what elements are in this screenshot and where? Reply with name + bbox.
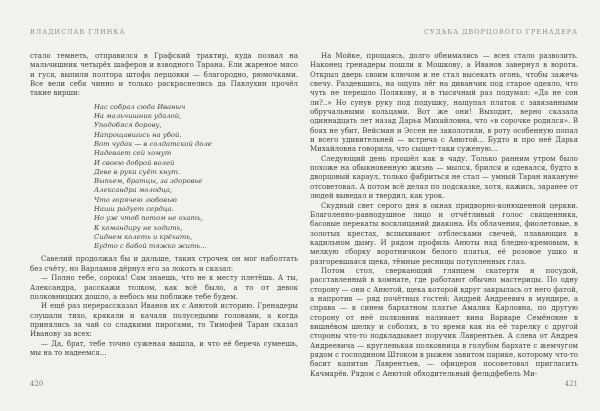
verse-line: Вот чудак — в солдатской доле [94, 139, 212, 148]
verse-line: Сиднем колеть и крёхать, [94, 232, 193, 241]
paragraph: На Мойке, прощаясь, долго обнимались — всех стало развозить. Наконец гренадеры пошли к Мошкову, а Иванов завернул в ворота. Открыл дверь своим ключом и не стал высекать огонь, чтобы зажечь свечу. Раздевшись, на ощупь лёг на диванчик под старое одеяло, что чуть не перешло Полякову, и в тысячный раз подумал: «Да не сон ли?..» Но сунув руку под подушку, нащупал платок с завязанными обручальными кольцами. Вот же они! Выходит, верно сказала одиннадцать лет назад Дарья Михайловна, что «в сорочке родился». В боях не убит, Вейсман и Эссен не заколотили, в роту особенную попал и всего удивительней — встреча с Анютой... Будто и про неё Дарья Михайловна говорила, что сыщет-таки суженую... [310, 52, 578, 154]
verse-line: Деве в руки суёт кнут. [94, 167, 181, 176]
paragraph: Скудный свет серого дня в окнах придворно-конюшенной церкви. Благолепно-равнодушное лицо и отчётливый голос священника, басовые перекаты восклицаний диакона. Их облачения, фиолетовые, в золотых крестах, вспыхивают отблесками свечей, плавающих в кадильном дыму. И рядом профиль Анюты над бледно-кремовым, в мелкую сборку воротничком белого платья, её розовое ушко и разгоревшаяся щека, тёмные ресницы потупленных глаз. [310, 201, 578, 266]
paragraph-dialogue: — Да, брат, тебе точно суженая вышла, и что её беречь сумеешь, мы на то надеемся... [30, 339, 298, 357]
verse-line: Нас собрал сюда Иваныч [94, 102, 186, 111]
right-page-number: 421 [564, 380, 578, 388]
paragraph: И ещё раз перерассказал Иванов их с Анютой историю. Гренадеры слушали тихо, крякали и качали полуседыми головами, а когда принялись за чай со сладкими пирогами, то Тимофей Таран сказал Иванову за всех: [30, 302, 298, 339]
running-header-author: ВЛАДИСЛАВ ГЛИНКА [30, 28, 126, 36]
paragraph: Потом стол, сверкающий глянцем скатерти и посудой, расставленный в комнате, где работают обычно мастерицы. По одну сторону — они с Анютой, щека которой вдруг закрылась от него фатой, а напротив — ряд почётных гостей: Андрей Андреевич в мундире, а справа — в синем бархатном платье Амалия Карловна, по другую сторону от неё полковник наливает вина Варваре Семёновне в вишнёвом шелку и соболях, в то время как на её тарелку с другой стороны что-то подкладывает поручик Лаврентьев. А слева от Андрея Андреевича — кругленькая полковница в голубом бархате с жемчугом рядом с господином Штоком в рыжем завитом парике, которому что-то басит капитан Лаврентьев, — офицеров посоветовал пригласить Качмарёв. Рядом с Анютой обходительный фельдфебель Ми- [310, 266, 578, 378]
verse-line: Но уж чтоб потом не охать, [94, 214, 203, 223]
verse-block [94, 103, 298, 252]
verse-line: И своею доброй волей [94, 158, 175, 167]
verse-line: Александра молодца, [94, 186, 173, 195]
verse-line: Будто с бабой тяжко жить... [94, 242, 207, 251]
left-page-text [30, 52, 298, 358]
running-header-title: СУДЬБА ДВОРЦОВОГО ГРЕНАДЕРА [423, 28, 578, 36]
right-page-text [310, 52, 578, 379]
verse-line: Выпьем, братцы, за здоровье [94, 177, 203, 186]
verse-line: Надевает сей хомут [94, 149, 172, 158]
right-page [310, 0, 578, 411]
left-page-number: 420 [30, 380, 44, 388]
paragraph-dialogue: — Полно тебе, сорока! Сам знаешь, что не к месту плетёшь. А ты, Александра, расскажи толком, как всё было, а то от девок полковницких дошло, а небось мы поближе тебе будем. [30, 274, 298, 301]
verse-line: На мальчишник удалой, [94, 112, 182, 121]
left-page [30, 0, 298, 411]
verse-line: К командиру не ходить, [94, 223, 183, 232]
verse-line: Напрощавшись на убой. [94, 130, 182, 139]
verse-line: Наши радует сердца. [94, 204, 174, 213]
paragraph: Следующий день прошёл как в чаду. Только ранним утром было похоже на обыкновенную жизнь — мылся, брился и одевался, будто в дворцовый караул, только фабриться не стал — умный Таран накануне отсоветовал. А потом всё делал по подсказке, хотя, кажись, заранее от людей выведал и твердил, как урок. [310, 154, 578, 201]
verse-line: Уподобяся борову, [94, 121, 162, 130]
verse-line: Что горячею любовью [94, 195, 177, 204]
paragraph: Савелий продолжал бы и дальше, таких строчек он мог наболтать без счёту, но Варламов дёрнул его за локоть и сказал: [30, 255, 298, 273]
paragraph: стало темнеть, отправился в Графский трактир, куда позвал на мальчишник четырёх шаферов и взводного Тарана. Ели жареное мясо и гуся, выпили полтора штофа перцовки — благородно, рюмочками. Все вели себя чинно и только раскраснелись да Павлухин прочёл такие вирши: [30, 52, 298, 98]
